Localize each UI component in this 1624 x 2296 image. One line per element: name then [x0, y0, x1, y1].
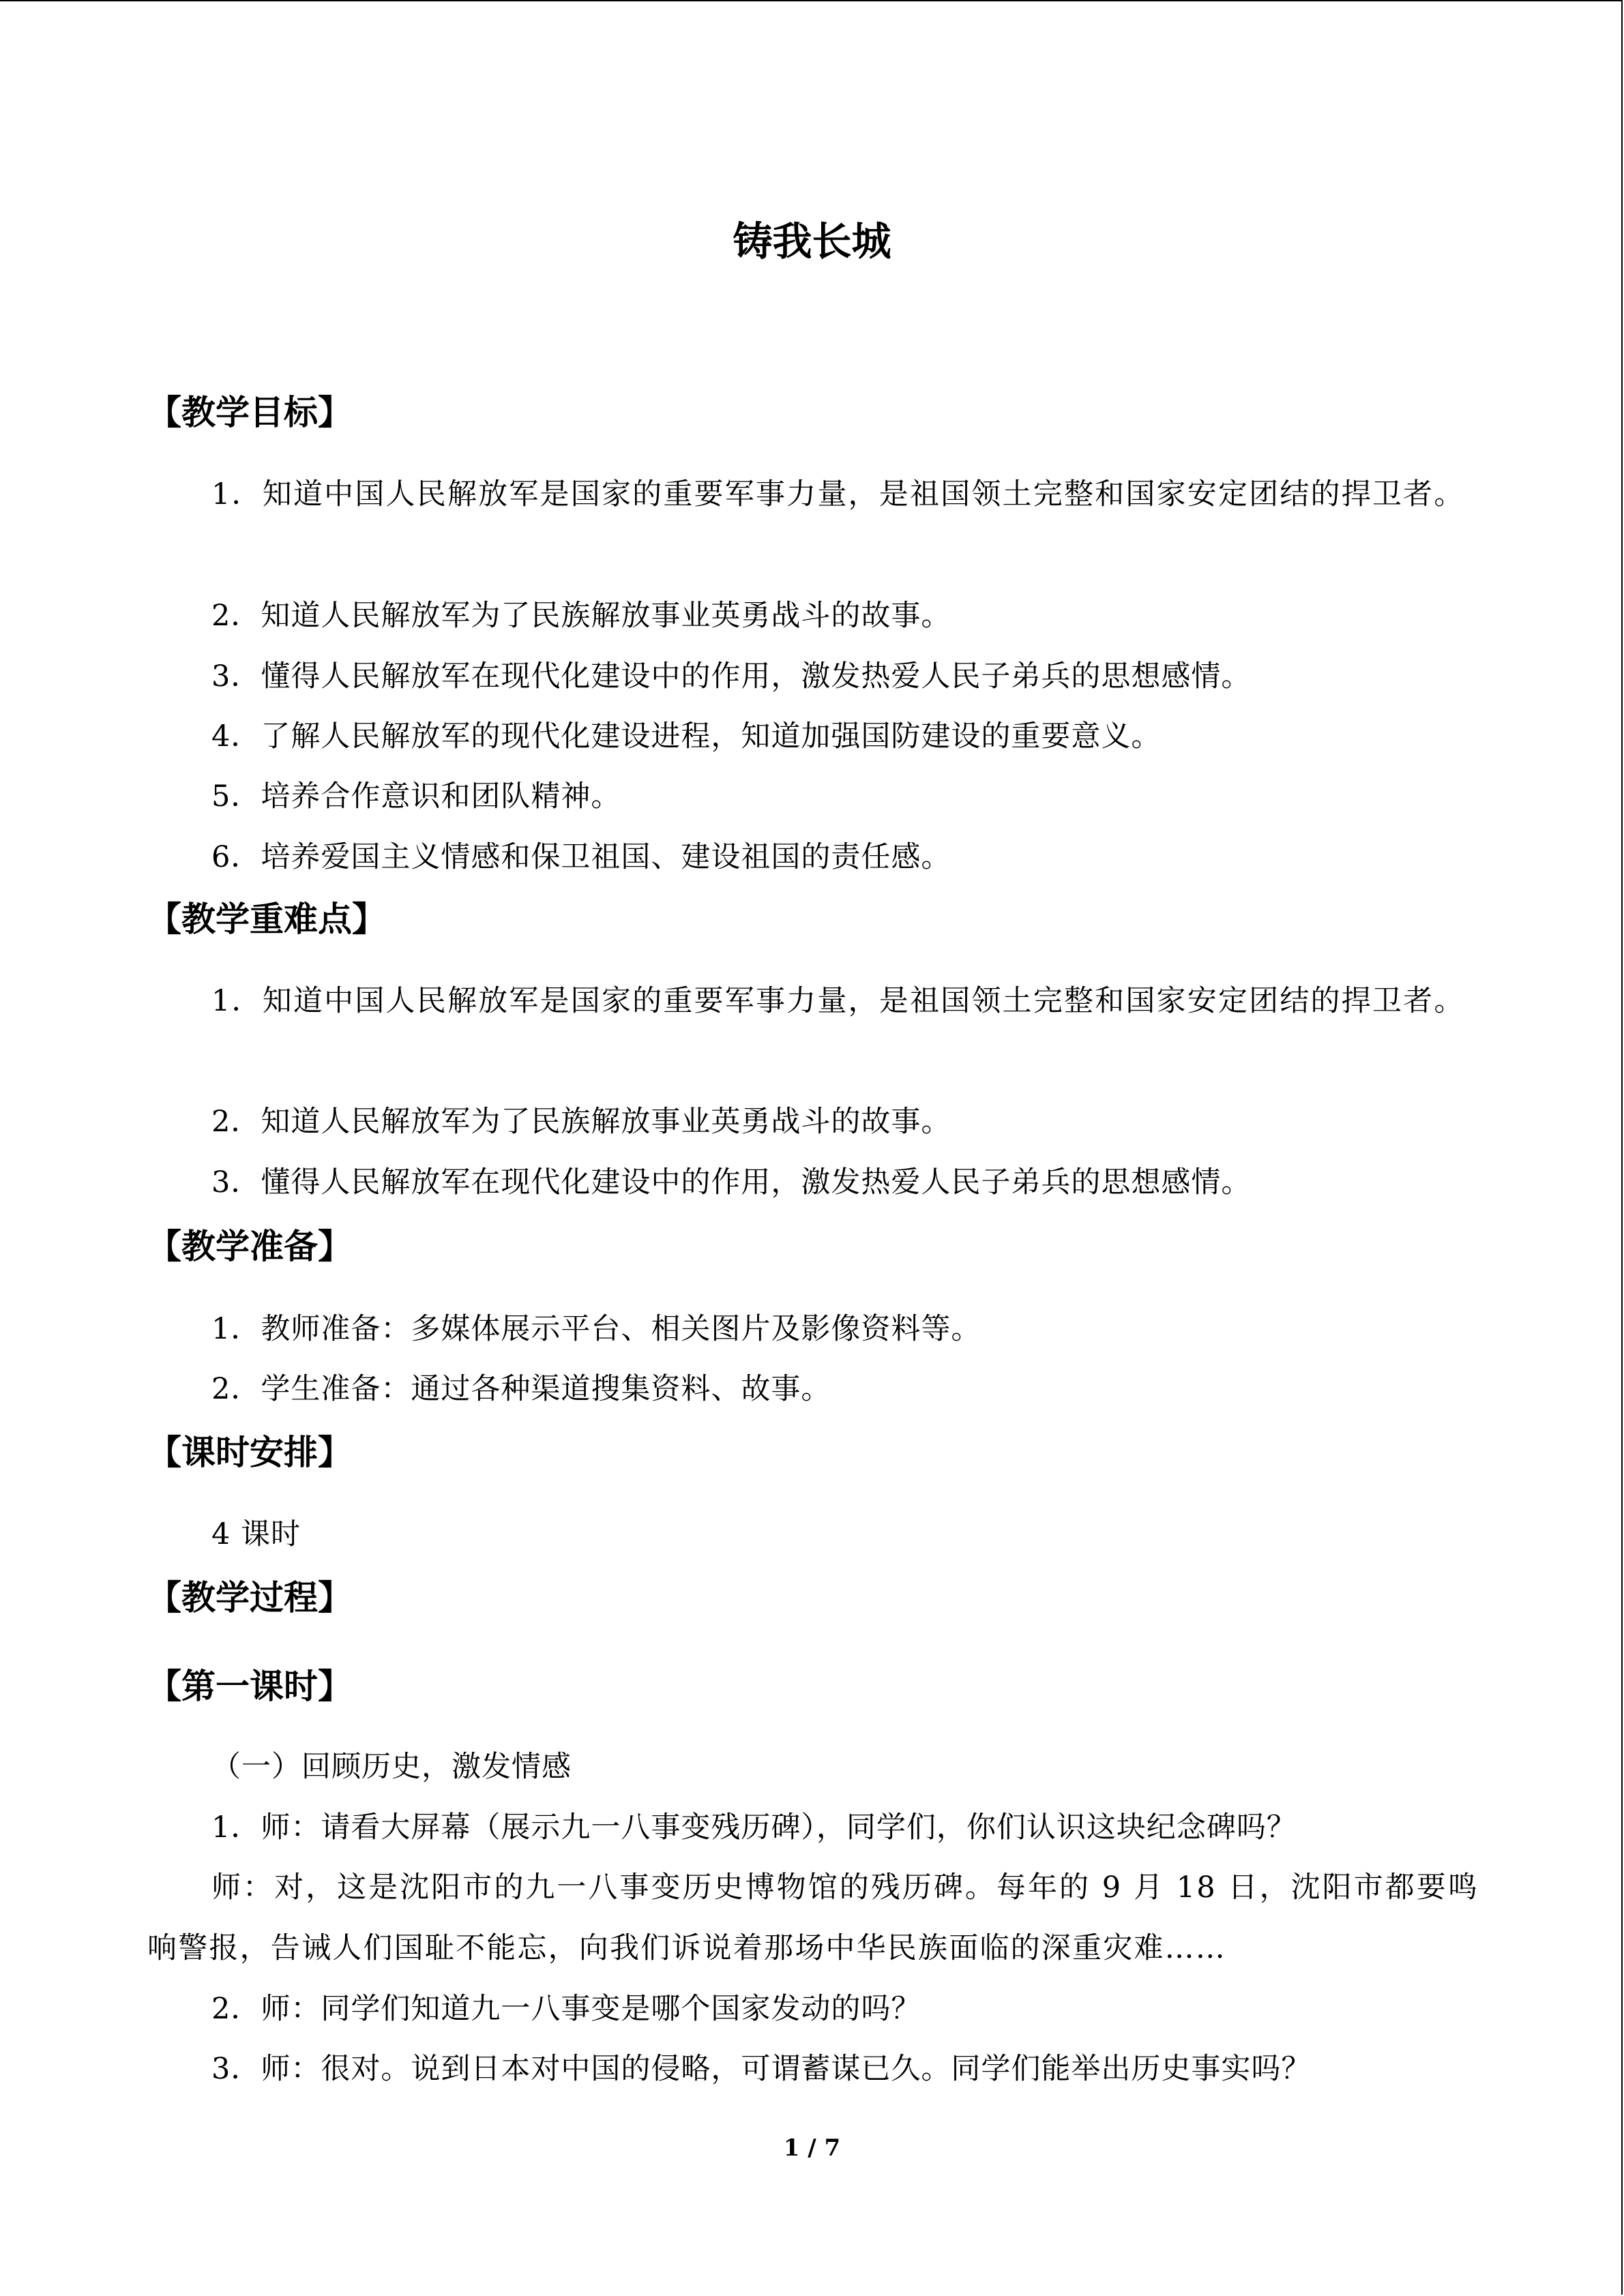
heading-process: 【教学过程】 — [147, 1578, 352, 1617]
heading-key-points: 【教学重难点】 — [147, 899, 386, 939]
heading-preparation: 【教学准备】 — [147, 1227, 352, 1266]
objective-item-6: 6．培养爱国主义情感和保卫祖国、建设祖国的责任感。 — [211, 840, 951, 874]
heading-lesson-one: 【第一课时】 — [147, 1667, 352, 1706]
objective-item-5: 5．培养合作意识和团队精神。 — [211, 779, 621, 814]
key-point-item-2: 2．知道人民解放军为了民族解放事业英勇战斗的故事。 — [211, 1105, 951, 1139]
objective-item-4: 4．了解人民解放军的现代化建设进程，知道加强国防建设的重要意义。 — [211, 719, 1162, 754]
preparation-item-2: 2．学生准备：通过各种渠道搜集资料、故事。 — [211, 1372, 831, 1406]
heading-schedule: 【课时安排】 — [147, 1433, 352, 1472]
schedule-text: 4 课时 — [211, 1517, 301, 1551]
objective-item-1: 1．知道中国人民解放军是国家的重要军事力量，是祖国领土完整和国家安定团结的捍卫者。 — [211, 477, 1465, 511]
document-title: 铸我长城 — [733, 218, 891, 265]
lesson-one-item-4: 2．师：同学们知道九一八事变是哪个国家发动的吗？ — [211, 1992, 921, 2026]
lesson-one-item-5: 3．师：很对。说到日本对中国的侵略，可谓蓄谋已久。同学们能举出历史事实吗？ — [211, 2052, 1312, 2086]
lesson-one-item-3: 师：对，这是沈阳市的九一八事变历史博物馆的残历碑。每年的 9 月 18 日，沈阳市都要鸣响警报，告诫人们国耻不能忘，向我们诉说着那场中华民族面临的深重灾难…… — [147, 1870, 1479, 1965]
lesson-one-item-2: 1．师：请看大屏幕（展示九一八事变残历碑），同学们，你们认识这块纪念碑吗？ — [211, 1810, 1297, 1845]
preparation-item-1: 1．教师准备：多媒体展示平台、相关图片及影像资料等。 — [211, 1312, 981, 1346]
lesson-one-item-1: （一）回顾历史，激发情感 — [211, 1750, 572, 1784]
objective-item-3: 3．懂得人民解放军在现代化建设中的作用，激发热爱人民子弟兵的思想感情。 — [211, 659, 1252, 694]
objective-item-2: 2．知道人民解放军为了民族解放事业英勇战斗的故事。 — [211, 599, 951, 633]
heading-objectives: 【教学目标】 — [147, 393, 352, 432]
key-point-item-3: 3．懂得人民解放军在现代化建设中的作用，激发热爱人民子弟兵的思想感情。 — [211, 1165, 1252, 1199]
key-point-item-1: 1．知道中国人民解放军是国家的重要军事力量，是祖国领土完整和国家安定团结的捍卫者。 — [211, 984, 1465, 1018]
page-number: 1 / 7 — [783, 2134, 841, 2162]
